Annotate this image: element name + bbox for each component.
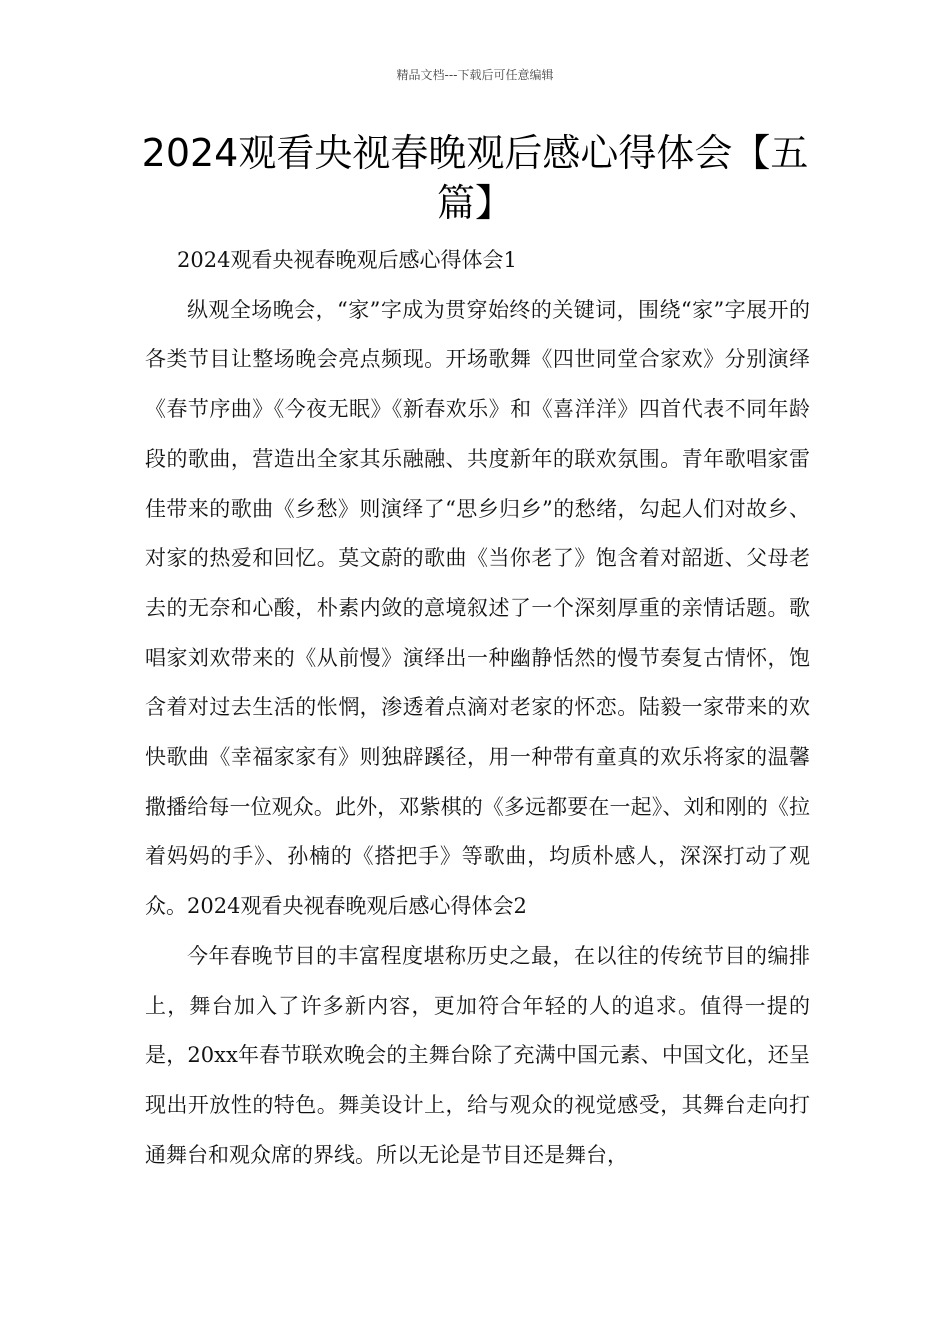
section-paragraph-1 xyxy=(145,286,810,932)
document-title: 2024观看央视春晚观后感心得体会【五篇】 xyxy=(141,131,809,225)
section-heading-1: 2024观看央视春晚观后感心得体会1 xyxy=(177,248,517,272)
section-heading-2: 2024观看央视春晚观后感心得体会2 xyxy=(187,894,527,919)
paragraph-text-1: 纵观全场晚会，“家”字成为贯穿始终的关键词，围绕“家”字展开的各类节目让整场晚会亮点频现。开场歌舞《四世同堂合家欢》分别演绎《春节序曲》《今夜无眠》《新春欢乐》和《喜洋洋》四首代表不同年龄段的歌曲，营造出全家其乐融融、共度新年的联欢氛围。青年歌唱家雷佳带来的歌曲《乡愁》则演绎了“思乡归乡”的愁绪，勾起人们对故乡、对家的热爱和回忆。莫文蔚的歌曲《当你老了》饱含着对韶逝、父母老去的无奈和心酸，朴素内敛的意境叙述了一个深刻厚重的亲情话题。歌唱家刘欢带来的《从前慢》演绎出一种幽静恬然的慢节奏复古情怀，饱含着对过去生活的怅惘，渗透着点滴对老家的怀恋。陆毅一家带来的欢快歌曲《幸福家家有》则独辟蹊径，用一种带有童真的欢乐将家的温馨撒播给每一位观众。此外，邓紫棋的《多远都要在一起》、刘和刚的《拉着妈妈的手》、孙楠的《搭把手》等歌曲，均质朴感人，深深打动了观众。 xyxy=(145,297,810,919)
section-paragraph-2: 今年春晚节目的丰富程度堪称历史之最，在以往的传统节目的编排上，舞台加入了许多新内容，更加符合年轻的人的追求。值得一提的是，20xx年春节联欢晚会的主舞台除了充满中国元素、中国文化，还呈现出开放性的特色。舞美设计上，给与观众的视觉感受，其舞台走向打通舞台和观众席的界线。所以无论是节目还是舞台， xyxy=(145,943,810,1167)
document-body xyxy=(145,236,810,1180)
page-header-note: 精品文档---下载后可任意编辑 xyxy=(396,68,554,82)
